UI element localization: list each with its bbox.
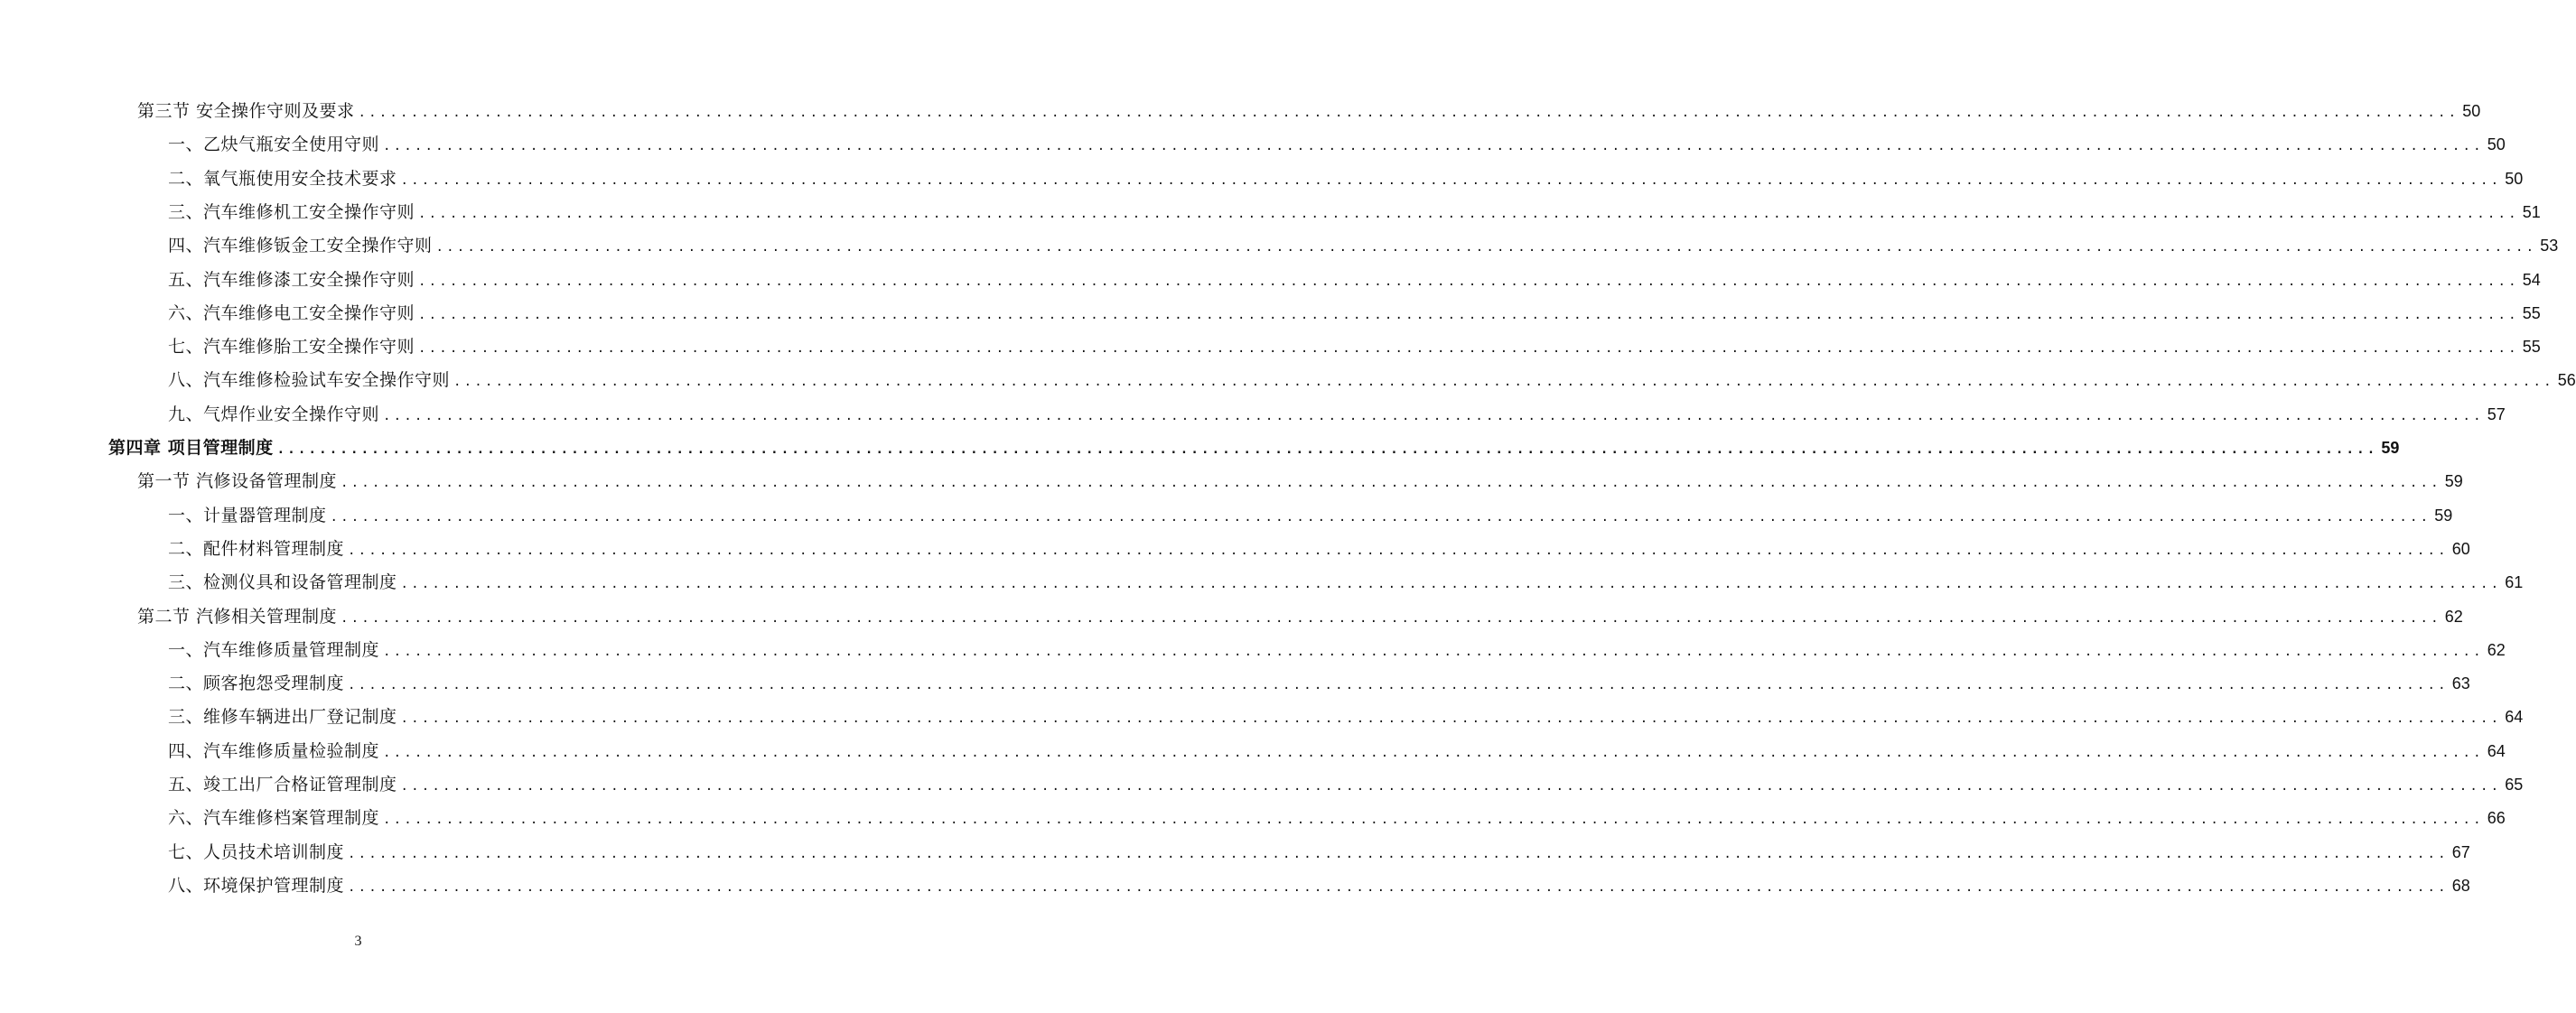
toc-entry-label: 七、人员技术培训制度 xyxy=(168,841,345,862)
toc-entry-page: 50 xyxy=(2487,135,2506,154)
toc-entry-label: 一、乙炔气瓶安全使用守则 xyxy=(168,135,380,155)
toc-dot-leader: ........................................................................................................................................................................................................ xyxy=(341,610,2441,626)
toc-entry-page: 66 xyxy=(2487,809,2506,828)
toc-entry-page: 51 xyxy=(2522,202,2541,221)
toc-entry-label: 四、汽车维修质量检验制度 xyxy=(168,740,380,761)
toc-entry[interactable] xyxy=(137,603,2463,627)
toc-entry-label: 九、气焊作业安全操作守则 xyxy=(168,404,380,424)
toc-entry[interactable] xyxy=(168,771,2524,795)
toc-dot-leader: ........................................................................................................................................................................................................ xyxy=(330,509,2431,525)
toc-entry-label: 二、顾客抱怨受理制度 xyxy=(168,674,345,694)
toc-entry-page: 55 xyxy=(2522,338,2541,357)
toc-entry-label: 第一节 汽修设备管理制度 xyxy=(137,471,338,492)
toc-entry-page: 56 xyxy=(2557,371,2576,390)
toc-dot-leader: ........................................................................................................................................................................................................ xyxy=(348,879,2449,895)
toc-entry-page: 65 xyxy=(2505,776,2524,794)
toc-dot-leader: ........................................................................................................................................................................................................ xyxy=(435,240,2537,256)
toc-entry[interactable] xyxy=(168,232,2559,256)
toc-dot-leader: ........................................................................................................................................................................................................ xyxy=(400,172,2502,188)
toc-entry-label: 六、汽车维修档案管理制度 xyxy=(168,808,380,829)
toc-entry-label: 三、汽车维修机工安全操作守则 xyxy=(168,201,415,222)
toc-entry-label: 五、汽车维修漆工安全操作守则 xyxy=(168,269,415,290)
toc-entry-page: 50 xyxy=(2505,169,2524,188)
toc-entry[interactable] xyxy=(168,367,2576,391)
toc-entry-page: 59 xyxy=(2381,439,2400,457)
toc-entry-label: 第四章 项目管理制度 xyxy=(108,438,274,458)
toc-entry-page: 64 xyxy=(2505,708,2524,727)
toc-dot-leader: ........................................................................................................................................................................................................ xyxy=(400,711,2502,727)
toc-entry-page: 59 xyxy=(2444,472,2463,491)
toc-entry-label: 一、汽车维修质量管理制度 xyxy=(168,639,380,660)
toc-entry[interactable] xyxy=(168,872,2470,897)
toc-dot-leader: ........................................................................................................................................................................................................ xyxy=(348,846,2449,861)
toc-entry-page: 54 xyxy=(2522,270,2541,289)
toc-entry[interactable] xyxy=(168,839,2470,863)
toc-entry-page: 68 xyxy=(2451,876,2470,895)
toc-entry-page: 64 xyxy=(2487,741,2506,760)
toc-entry-label: 一、计量器管理制度 xyxy=(168,505,327,525)
toc-entry-page: 57 xyxy=(2487,404,2506,423)
toc-entry-label: 七、汽车维修胎工安全操作守则 xyxy=(168,337,415,358)
toc-dot-leader: ........................................................................................................................................................................................................ xyxy=(383,745,2484,760)
toc-dot-leader: ........................................................................................................................................................................................................ xyxy=(383,644,2484,659)
toc-entry[interactable] xyxy=(168,199,2541,223)
toc-entry-page: 59 xyxy=(2434,506,2453,525)
toc-entry[interactable] xyxy=(168,670,2470,694)
toc-dot-leader: ........................................................................................................................................................................................................ xyxy=(453,375,2554,390)
toc-dot-leader: ........................................................................................................................................................................................................ xyxy=(348,543,2449,558)
toc-entry-label: 三、检测仪具和设备管理制度 xyxy=(168,572,397,593)
toc-entry[interactable] xyxy=(168,637,2506,661)
toc-entry[interactable] xyxy=(108,434,2400,459)
toc-entry-label: 五、竣工出厂合格证管理制度 xyxy=(168,775,397,795)
toc-entry-page: 63 xyxy=(2451,674,2470,693)
toc-entry[interactable] xyxy=(168,569,2524,593)
toc-entry[interactable] xyxy=(168,300,2541,324)
toc-dot-leader: ........................................................................................................................................................................................................ xyxy=(418,341,2519,357)
page-number: 3 xyxy=(354,934,362,949)
toc-dot-leader: ........................................................................................................................................................................................................ xyxy=(383,813,2484,828)
toc-dot-leader: ........................................................................................................................................................................................................ xyxy=(383,139,2484,154)
toc-entry-page: 50 xyxy=(2462,102,2481,120)
toc-entry-page: 61 xyxy=(2505,573,2524,592)
toc-entry[interactable] xyxy=(168,266,2541,291)
toc-dot-leader: ........................................................................................................................................................................................................ xyxy=(418,307,2519,322)
toc-entry-page: 62 xyxy=(2487,640,2506,659)
toc-entry-label: 三、维修车辆进出厂登记制度 xyxy=(168,707,397,728)
toc-dot-leader: ........................................................................................................................................................................................................ xyxy=(418,206,2519,221)
toc-entry-label: 四、汽车维修钣金工安全操作守则 xyxy=(168,236,433,256)
toc-entry[interactable] xyxy=(168,804,2506,829)
toc-entry[interactable] xyxy=(137,468,2463,492)
toc-dot-leader: ........................................................................................................................................................................................................ xyxy=(400,779,2502,794)
toc-entry[interactable] xyxy=(168,131,2506,155)
toc-entry[interactable] xyxy=(168,738,2506,762)
toc-entry-label: 二、氧气瓶使用安全技术要求 xyxy=(168,168,397,189)
toc-dot-leader: ........................................................................................................................................................................................................ xyxy=(418,274,2519,289)
toc-entry-label: 八、环境保护管理制度 xyxy=(168,875,345,896)
toc-dot-leader: ........................................................................................................................................................................................................ xyxy=(358,106,2459,120)
toc-entry-label: 第二节 汽修相关管理制度 xyxy=(137,606,338,627)
toc-entry-label: 二、配件材料管理制度 xyxy=(168,538,345,559)
toc-entry[interactable] xyxy=(168,165,2524,190)
toc-entry-page: 62 xyxy=(2444,607,2463,626)
toc-entry[interactable] xyxy=(137,98,2481,122)
toc-entry[interactable] xyxy=(168,502,2453,526)
toc-dot-leader: ........................................................................................................................................................................................................ xyxy=(276,442,2378,457)
toc-entry-page: 60 xyxy=(2451,539,2470,558)
toc-dot-leader: ........................................................................................................................................................................................................ xyxy=(341,476,2441,491)
toc-entry-label: 八、汽车维修检验试车安全操作守则 xyxy=(168,370,451,391)
toc-dot-leader: ........................................................................................................................................................................................................ xyxy=(400,577,2502,592)
toc-entry-page: 53 xyxy=(2540,237,2559,256)
toc-entry[interactable] xyxy=(168,401,2506,425)
toc-entry-page: 67 xyxy=(2451,842,2470,861)
toc-entry-page: 55 xyxy=(2522,303,2541,322)
toc-entry[interactable] xyxy=(168,333,2541,358)
toc-entry[interactable] xyxy=(168,703,2524,728)
toc-entry[interactable] xyxy=(168,535,2470,560)
toc-entry-label: 六、汽车维修电工安全操作守则 xyxy=(168,302,415,323)
toc-dot-leader: ........................................................................................................................................................................................................ xyxy=(383,408,2484,423)
toc-entry-label: 第三节 安全操作守则及要求 xyxy=(137,101,355,121)
toc-dot-leader: ........................................................................................................................................................................................................ xyxy=(348,678,2449,693)
